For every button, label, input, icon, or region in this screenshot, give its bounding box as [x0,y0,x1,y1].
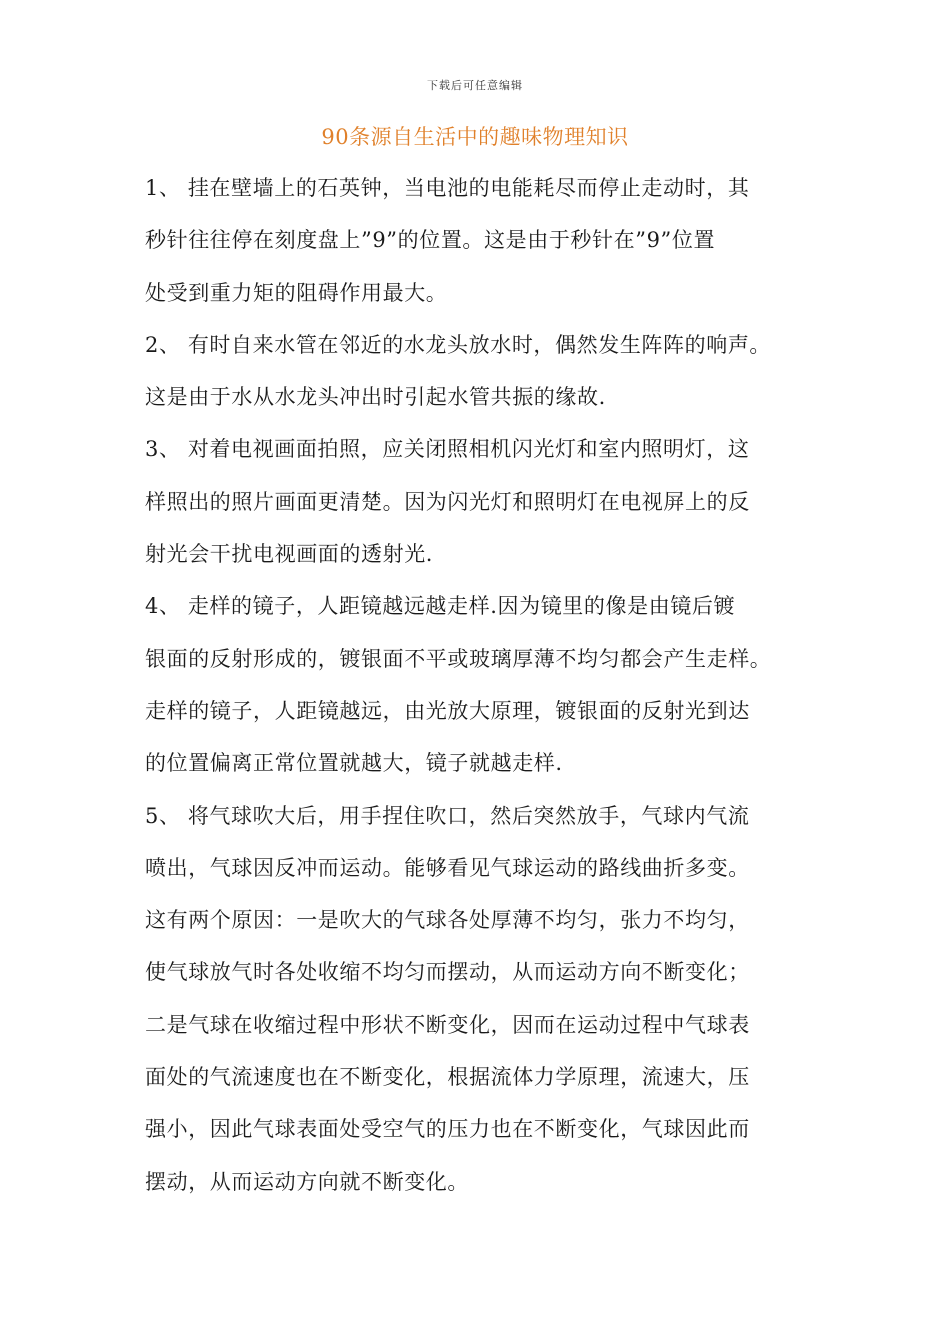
text-line: 1、 挂在壁墙上的石英钟，当电池的电能耗尽而停止走动时，其 [145,176,750,200]
text-line: 二是气球在收缩过程中形状不断变化，因而在运动过程中气球表 [145,1012,750,1037]
text-line: 3、 对着电视画面拍照，应关闭照相机闪光灯和室内照明灯，这 [145,437,750,462]
text-line: 强小，因此气球表面处受空气的压力也在不断变化，气球因此而 [145,1117,750,1142]
text-line: 5、 将气球吹大后，用手捏住吹口，然后突然放手，气球内气流 [145,803,750,828]
text-line: 秒针往往停在刻度盘上”9”的位置。这是由于秒针在”9”位置 [145,228,716,253]
text-line: 银面的反射形成的，镀银面不平或玻璃厚薄不均匀都会产生走样。 [145,646,772,671]
document-body [145,162,810,1208]
text-line: 面处的气流速度也在不断变化，根据流体力学原理，流速大，压 [145,1065,750,1090]
text-line: 使气球放气时各处收缩不均匀而摆动，从而运动方向不断变化； [145,960,750,985]
document-title: 90条源自生活中的趣味物理知识 [321,125,629,149]
text-line: 的位置偏离正常位置就越大，镜子就越走样. [145,751,563,776]
text-line: 这有两个原因：一是吹大的气球各处厚薄不均匀，张力不均匀， [145,908,750,933]
text-line: 摆动，从而运动方向就不断变化。 [145,1169,469,1194]
text-line: 走样的镜子，人距镜越远，由光放大原理，镀银面的反射光到达 [145,698,750,723]
text-line: 喷出，气球因反冲而运动。能够看见气球运动的路线曲折多变。 [145,855,750,880]
text-line: 样照出的照片画面更清楚。因为闪光灯和照明灯在电视屏上的反 [145,489,750,514]
header-note: 下载后可任意编辑 [427,79,523,92]
text-line: 处受到重力矩的阻碍作用最大。 [145,280,448,305]
text-line: 射光会干扰电视画面的透射光. [145,542,434,567]
text-line: 4、 走样的镜子，人距镜越远越走样.因为镜里的像是由镜后镀 [145,594,736,619]
text-line: 这是由于水从水龙头冲出时引起水管共振的缘故. [145,385,606,410]
text-line: 2、 有时自来水管在邻近的水龙头放水时，偶然发生阵阵的响声。 [145,332,772,357]
